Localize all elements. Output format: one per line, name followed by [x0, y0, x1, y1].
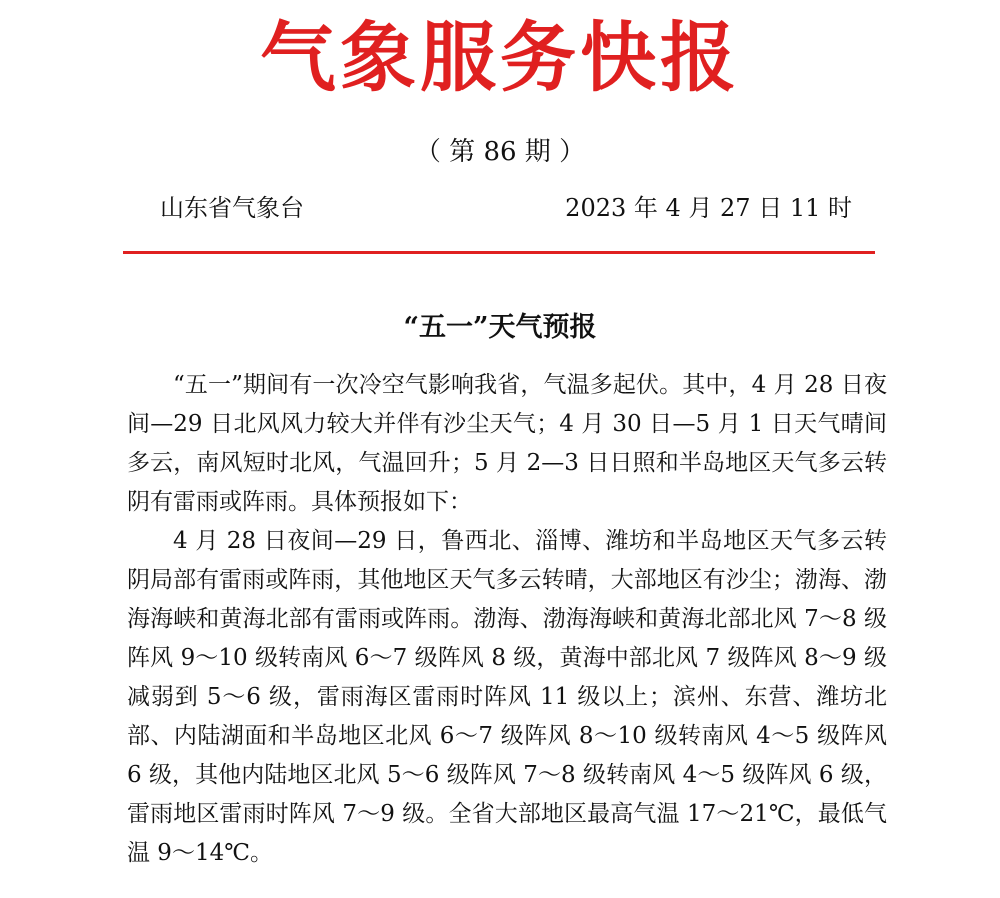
article-body: [127, 366, 887, 873]
bulletin-masthead: 气象服务快报: [260, 13, 740, 102]
intro-paragraph: “五一”期间有一次冷空气影响我省，气温多起伏。其中，4 月 28 日夜间—29 日北风风力较大并伴有沙尘天气；4 月 30 日—5 月 1 日天气晴间多云，南风短时北风，气温回升；5 月 2—3 日日照和半岛地区天气多云转阴有雷雨或阵雨。具体预报如下：: [127, 372, 887, 515]
issue-number: （ 第 86 期 ）: [414, 137, 586, 167]
forecast-paragraph: 4 月 28 日夜间—29 日，鲁西北、淄博、潍坊和半岛地区天气多云转阴局部有雷雨或阵雨，其他地区天气多云转晴，大部地区有沙尘；渤海、渤海海峡和黄海北部有雷雨或阵雨。渤海、渤海海峡和黄海北部北风 7～8 级阵风 9～10 级转南风 6～7 级阵风 8 级，黄海中部北风 7 级阵风 8～9 级减弱到 5～6 级，雷雨海区雷雨时阵风 11 级以上；滨州、东营、潍坊北部、内陆湖面和半岛地区北风 6～7 级阵风 8～10 级转南风 4～5 级阵风 6 级，其他内陆地区北风 5～6 级阵风 7～8 级转南风 4～5 级阵风 6 级，雷雨地区雷雨时阵风 7～9 级。全省大部地区最高气温 17～21℃，最低气温 9～14℃。: [127, 528, 887, 866]
header-divider: [123, 251, 875, 254]
issue-datetime: 2023 年 4 月 27 日 11 时: [565, 194, 852, 222]
article-title: “五一”天气预报: [403, 312, 597, 343]
issuing-agency: 山东省气象台: [160, 194, 304, 222]
